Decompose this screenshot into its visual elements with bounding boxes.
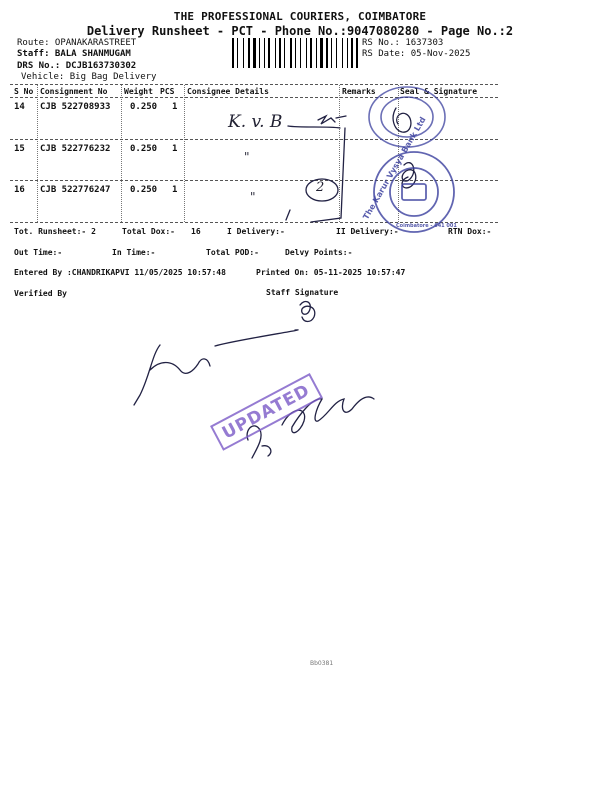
handwritten-circled-number: 2 bbox=[316, 180, 325, 195]
updated-stamp: UPDATED bbox=[210, 373, 323, 451]
total-pod: Total POD:- bbox=[206, 248, 259, 257]
row-consignment: CJB 522708933 bbox=[40, 102, 111, 112]
bank-stamp-text: The Karur Vysya Bank Ltd bbox=[361, 115, 428, 222]
staff-label: Staff: BALA SHANMUGAM bbox=[17, 49, 131, 59]
rs-date: RS Date: 05-Nov-2025 bbox=[362, 49, 471, 59]
runsheet-title: Delivery Runsheet - PCT - Phone No.:9047080280 - Page No.:2 bbox=[86, 24, 514, 38]
row-weight: 0.250 bbox=[130, 185, 158, 195]
ii-delivery: II Delivery:- bbox=[336, 227, 399, 236]
delvy-points: Delvy Points:- bbox=[285, 248, 353, 257]
footer-mark: Bb0381 bbox=[310, 660, 334, 667]
col-remarks: Remarks bbox=[342, 87, 376, 96]
row-consignment: CJB 522776247 bbox=[40, 185, 111, 195]
route-label: Route: OPANAKARASTREET bbox=[17, 38, 137, 48]
in-time: In Time:- bbox=[112, 248, 156, 257]
verified-by: Verified By bbox=[14, 289, 67, 298]
row-weight: 0.250 bbox=[130, 144, 158, 154]
col-pcs: PCS bbox=[160, 87, 175, 96]
row-sno: 14 bbox=[14, 102, 25, 112]
row-sno: 16 bbox=[14, 185, 25, 195]
entered-by: Entered By :CHANDRIKAPVI 11/05/2025 10:57:48 bbox=[14, 268, 226, 277]
col-weight: Weight bbox=[124, 87, 153, 96]
total-dox-value: 16 bbox=[191, 227, 201, 236]
row-sno: 15 bbox=[14, 144, 25, 154]
tot-runsheet: Tot. Runsheet:- 2 bbox=[14, 227, 96, 236]
col-seal-signature: Seal & Signature bbox=[400, 87, 478, 96]
handwritten-kvb: K. v. B bbox=[228, 112, 283, 132]
bank-stamp-branch: Coimbatore - 641 001 bbox=[396, 223, 457, 229]
company-title: THE PROFESSIONAL COURIERS, COIMBATORE bbox=[173, 10, 427, 23]
row-weight: 0.250 bbox=[130, 102, 158, 112]
rs-number: RS No.: 1637303 bbox=[362, 38, 444, 48]
i-delivery: I Delivery:- bbox=[227, 227, 285, 236]
col-consignee: Consignee Details bbox=[187, 87, 269, 96]
handwritten-ditto: " bbox=[244, 150, 250, 164]
row-pcs: 1 bbox=[172, 185, 178, 195]
row-pcs: 1 bbox=[172, 144, 178, 154]
total-dox-label: Total Dox:- bbox=[122, 227, 175, 236]
col-sno: S No bbox=[14, 87, 34, 96]
staff-signature: Staff Signature bbox=[266, 288, 339, 297]
row-pcs: 1 bbox=[172, 102, 178, 112]
lower-signature bbox=[250, 425, 256, 426]
vehicle-label: Vehicle: Big Bag Delivery bbox=[21, 72, 157, 82]
handwritten-ditto: " bbox=[250, 190, 256, 204]
printed-on: Printed On: 05-11-2025 10:57:47 bbox=[256, 268, 406, 277]
row-consignment: CJB 522776232 bbox=[40, 144, 111, 154]
drs-label: DRS No.: DCJB163730302 bbox=[17, 61, 137, 71]
col-consignment: Consignment No bbox=[40, 87, 108, 96]
out-time: Out Time:- bbox=[14, 248, 63, 257]
rtn-dox: RTN Dox:- bbox=[448, 227, 492, 236]
